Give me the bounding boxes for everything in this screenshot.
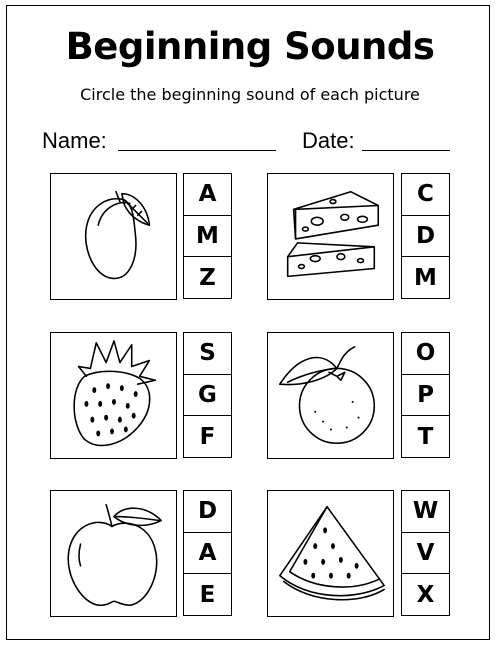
letter-choices-1 [183,173,232,299]
letter-option[interactable]: P [402,375,449,417]
letter-option[interactable]: O [402,333,449,375]
worksheet-instruction: Circle the beginning sound of each picture [80,85,420,104]
letter-option[interactable]: D [402,216,449,258]
letter-option[interactable]: A [184,174,231,216]
letter-choices-6 [401,490,450,616]
letter-option[interactable]: A [184,533,231,575]
apple-icon [51,491,176,616]
watermelon-slice-icon [268,491,393,616]
letter-choices-4 [401,332,450,458]
letter-option[interactable]: D [184,491,231,533]
letter-choices-5 [183,490,232,616]
date-line[interactable] [362,150,450,151]
letter-option[interactable]: G [184,375,231,417]
letter-option[interactable]: V [402,533,449,575]
cheese-icon [268,174,393,299]
date-label: Date: [302,128,355,153]
strawberry-icon [51,333,176,458]
worksheet-title: Beginning Sounds [65,25,435,68]
letter-option[interactable]: T [417,423,434,450]
orange-icon [268,333,393,458]
picture-box-4 [267,332,394,459]
letter-option[interactable]: M [184,216,231,258]
letter-choices-2 [401,173,450,299]
picture-box-3 [50,332,177,459]
picture-box-1 [50,173,177,300]
letter-option[interactable]: X [416,581,435,608]
picture-box-6 [267,490,394,617]
name-line[interactable] [118,150,276,151]
letter-option[interactable]: F [199,423,216,450]
mango-icon [51,174,176,299]
letter-option[interactable]: Z [199,264,216,291]
letter-option[interactable]: M [414,264,437,291]
picture-box-2 [267,173,394,300]
letter-option[interactable]: W [402,491,449,533]
letter-choices-3 [183,332,232,458]
letter-option[interactable]: S [184,333,231,375]
picture-box-5 [50,490,177,617]
letter-option[interactable]: C [402,174,449,216]
name-label: Name: [42,128,107,153]
letter-option[interactable]: E [199,581,216,608]
